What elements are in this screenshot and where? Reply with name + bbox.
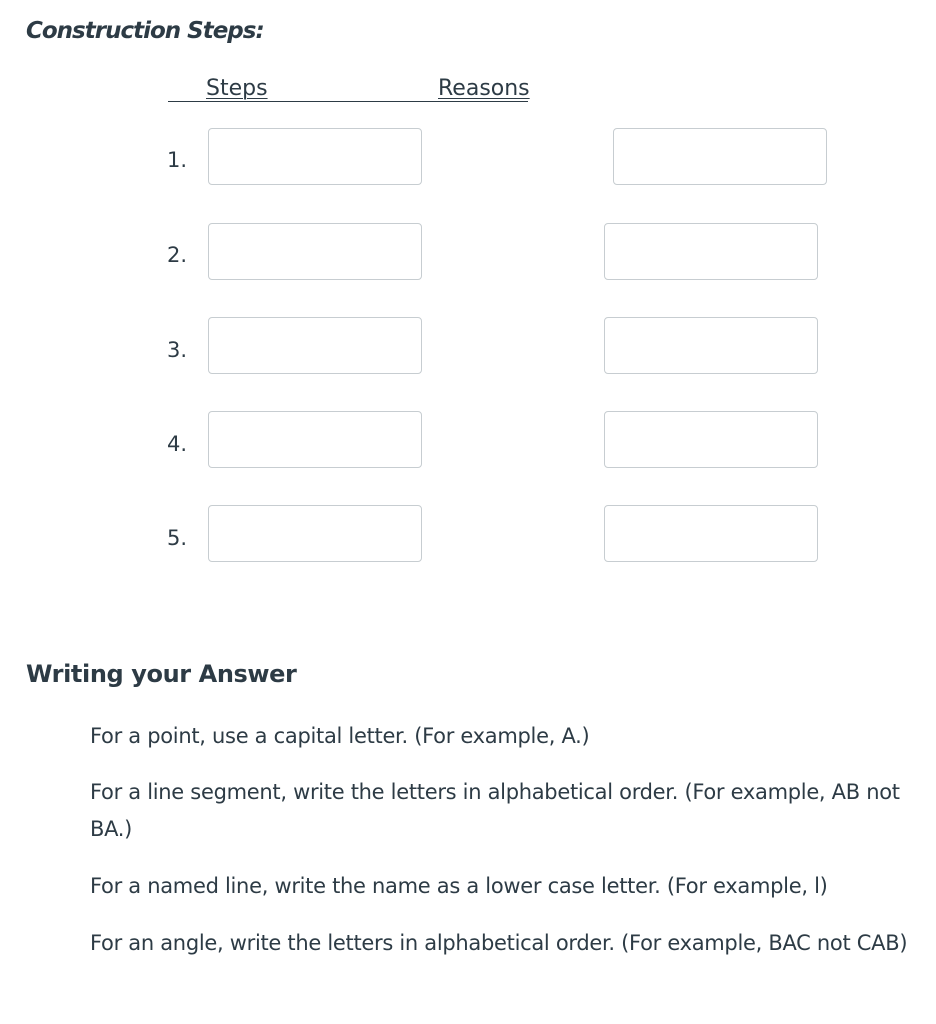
reason-input-5[interactable] — [604, 505, 818, 562]
header-underline — [168, 101, 528, 102]
reason-input-3[interactable] — [604, 317, 818, 374]
reason-input-1[interactable] — [613, 128, 827, 185]
step-input-2[interactable] — [208, 223, 422, 280]
step-input-1[interactable] — [208, 128, 422, 185]
step-input-3[interactable] — [208, 317, 422, 374]
step-input-5[interactable] — [208, 505, 422, 562]
row-number: 2. — [167, 243, 188, 267]
instruction-point: For a point, use a capital letter. (For example, A.) — [90, 724, 590, 748]
page-title: Construction Steps: — [26, 18, 264, 44]
row-number: 3. — [167, 338, 188, 362]
steps-column-header: Steps — [206, 76, 268, 101]
instruction-named-line: For a named line, write the name as a lower case letter. (For example, l) — [90, 874, 828, 898]
instructions-heading: Writing your Answer — [26, 660, 297, 688]
reasons-column-header: Reasons — [438, 76, 530, 101]
reason-input-4[interactable] — [604, 411, 818, 468]
instruction-angle: For an angle, write the letters in alphabetical order. (For example, BAC not CAB) — [90, 931, 908, 955]
row-number: 4. — [167, 432, 188, 456]
row-number: 5. — [167, 526, 188, 550]
step-input-4[interactable] — [208, 411, 422, 468]
reason-input-2[interactable] — [604, 223, 818, 280]
row-number: 1. — [167, 148, 188, 172]
instruction-line-segment: For a line segment, write the letters in alphabetical order. (For example, AB not BA.) — [90, 780, 900, 841]
